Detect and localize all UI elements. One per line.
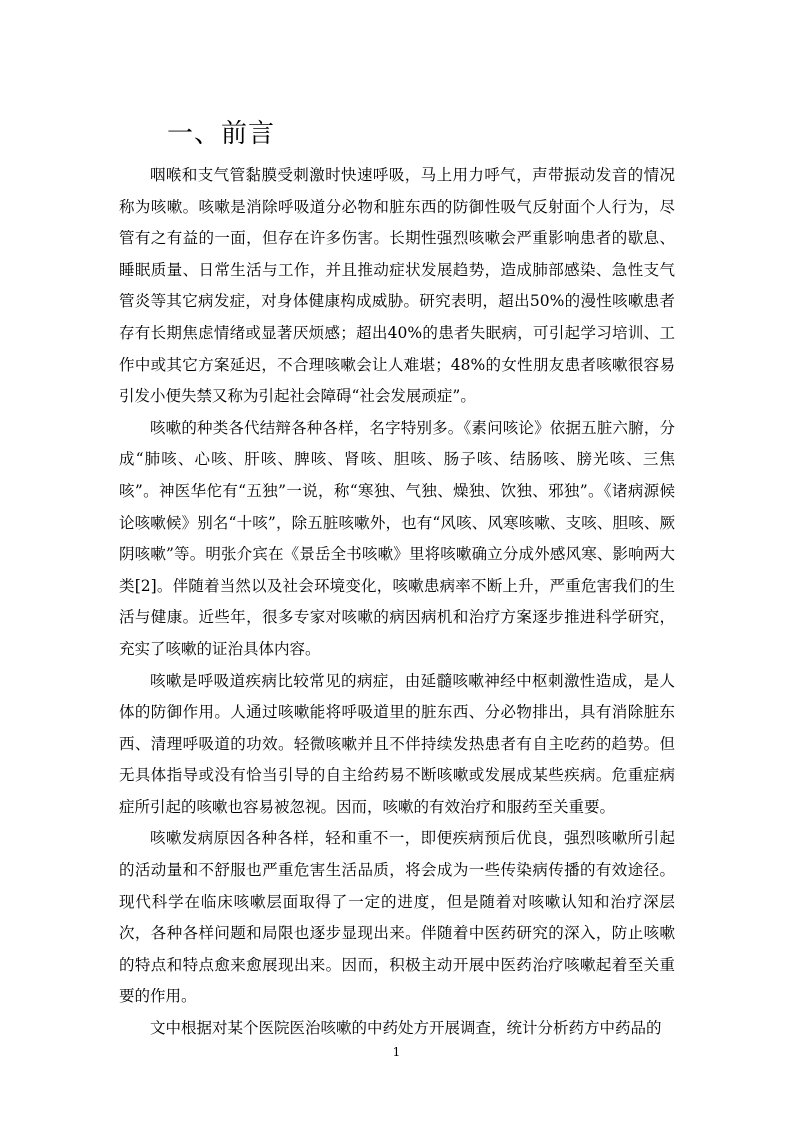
paragraph-1: 咽喉和支气管黏膜受刺激时快速呼吸，马上用力呼气，声带振动发音的情况称为咳嗽。咳嗽是消除呼吸道分必物和脏东西的防御性吸气反射面个人行为，尽管有之有益的一面，但存在许多伤害。长期性强烈咳嗽会严重影响患者的歇息、睡眠质量、日常生活与工作，并且推动症状发展趋势，造成肺部感染、急性支气管炎等其它病发症，对身体健康构成威胁。研究表明，超出50%的漫性咳嗽患者存有长期焦虑情绪或显著厌烦感；超出40%的患者失眠病，可引起学习培训、工作中或其它方案延迟，不合理咳嗽会让人难堪；48%的女性朋友患者咳嗽很容易引发小便失禁又称为引起社会障碍“社会发展顽症”。 [119, 166, 675, 406]
paragraph-2: 咳嗽的种类各代结辩各种各样，名字特别多。《素问咳论》依据五脏六腑，分成“肺咳、心咳、肝咳、脾咳、肾咳、胆咳、肠子咳、结肠咳、膀光咳、三焦咳”。神医华佗有“五独”一说，称“寒独、气独、燥独、饮独、邪独”。《诸病源候论咳嗽候》别名“十咳”，除五脏咳嗽外，也有“风咳、风寒咳嗽、支咳、胆咳、厥阴咳嗽”等。明张介宾在《景岳全书咳嗽》里将咳嗽确立分成外感风寒、影响两大类[2]。伴随着当然以及社会环境变化，咳嗽患病率不断上升，严重危害我们的生活与健康。近些年，很多专家对咳嗽的病因病机和治疗方案逐步推进科学研究，充实了咳嗽的证治具体内容。 [119, 418, 675, 658]
page-number: 1 [392, 1045, 401, 1059]
paragraph-3: 咳嗽是呼吸道疾病比较常见的病症，由延髓咳嗽神经中枢刺激性造成，是人体的防御作用。人通过咳嗽能将呼吸道里的脏东西、分必物排出，具有消除脏东西、清理呼吸道的功效。轻微咳嗽并且不伴持续发热患者有自主吃药的趋势。但无具体指导或没有恰当引导的自主给药易不断咳嗽或发展成某些疾病。危重症病症所引起的咳嗽也容易被忽视。因而，咳嗽的有效治疗和服药至关重要。 [119, 671, 675, 816]
paragraph-5: 文中根据对某个医院医治咳嗽的中药处方开展调查，统计分析药方中药品的 [150, 1019, 662, 1038]
paragraph-4: 咳嗽发病原因各种各样，轻和重不一，即便疾病预后优良，强烈咳嗽所引起的活动量和不舒服也严重危害生活品质，将会成为一些传染病传播的有效途径。现代科学在临床咳嗽层面取得了一定的进度，但是随着对咳嗽认知和治疗深层次，各种各样问题和局限也逐步显现出来。伴随着中医药研究的深入，防止咳嗽的特点和特点愈来愈展现出来。因而，积极主动开展中医药治疗咳嗽起着至关重要的作用。 [119, 829, 675, 1006]
body-text [119, 160, 675, 1045]
section-heading: 一、前言 [167, 119, 276, 149]
